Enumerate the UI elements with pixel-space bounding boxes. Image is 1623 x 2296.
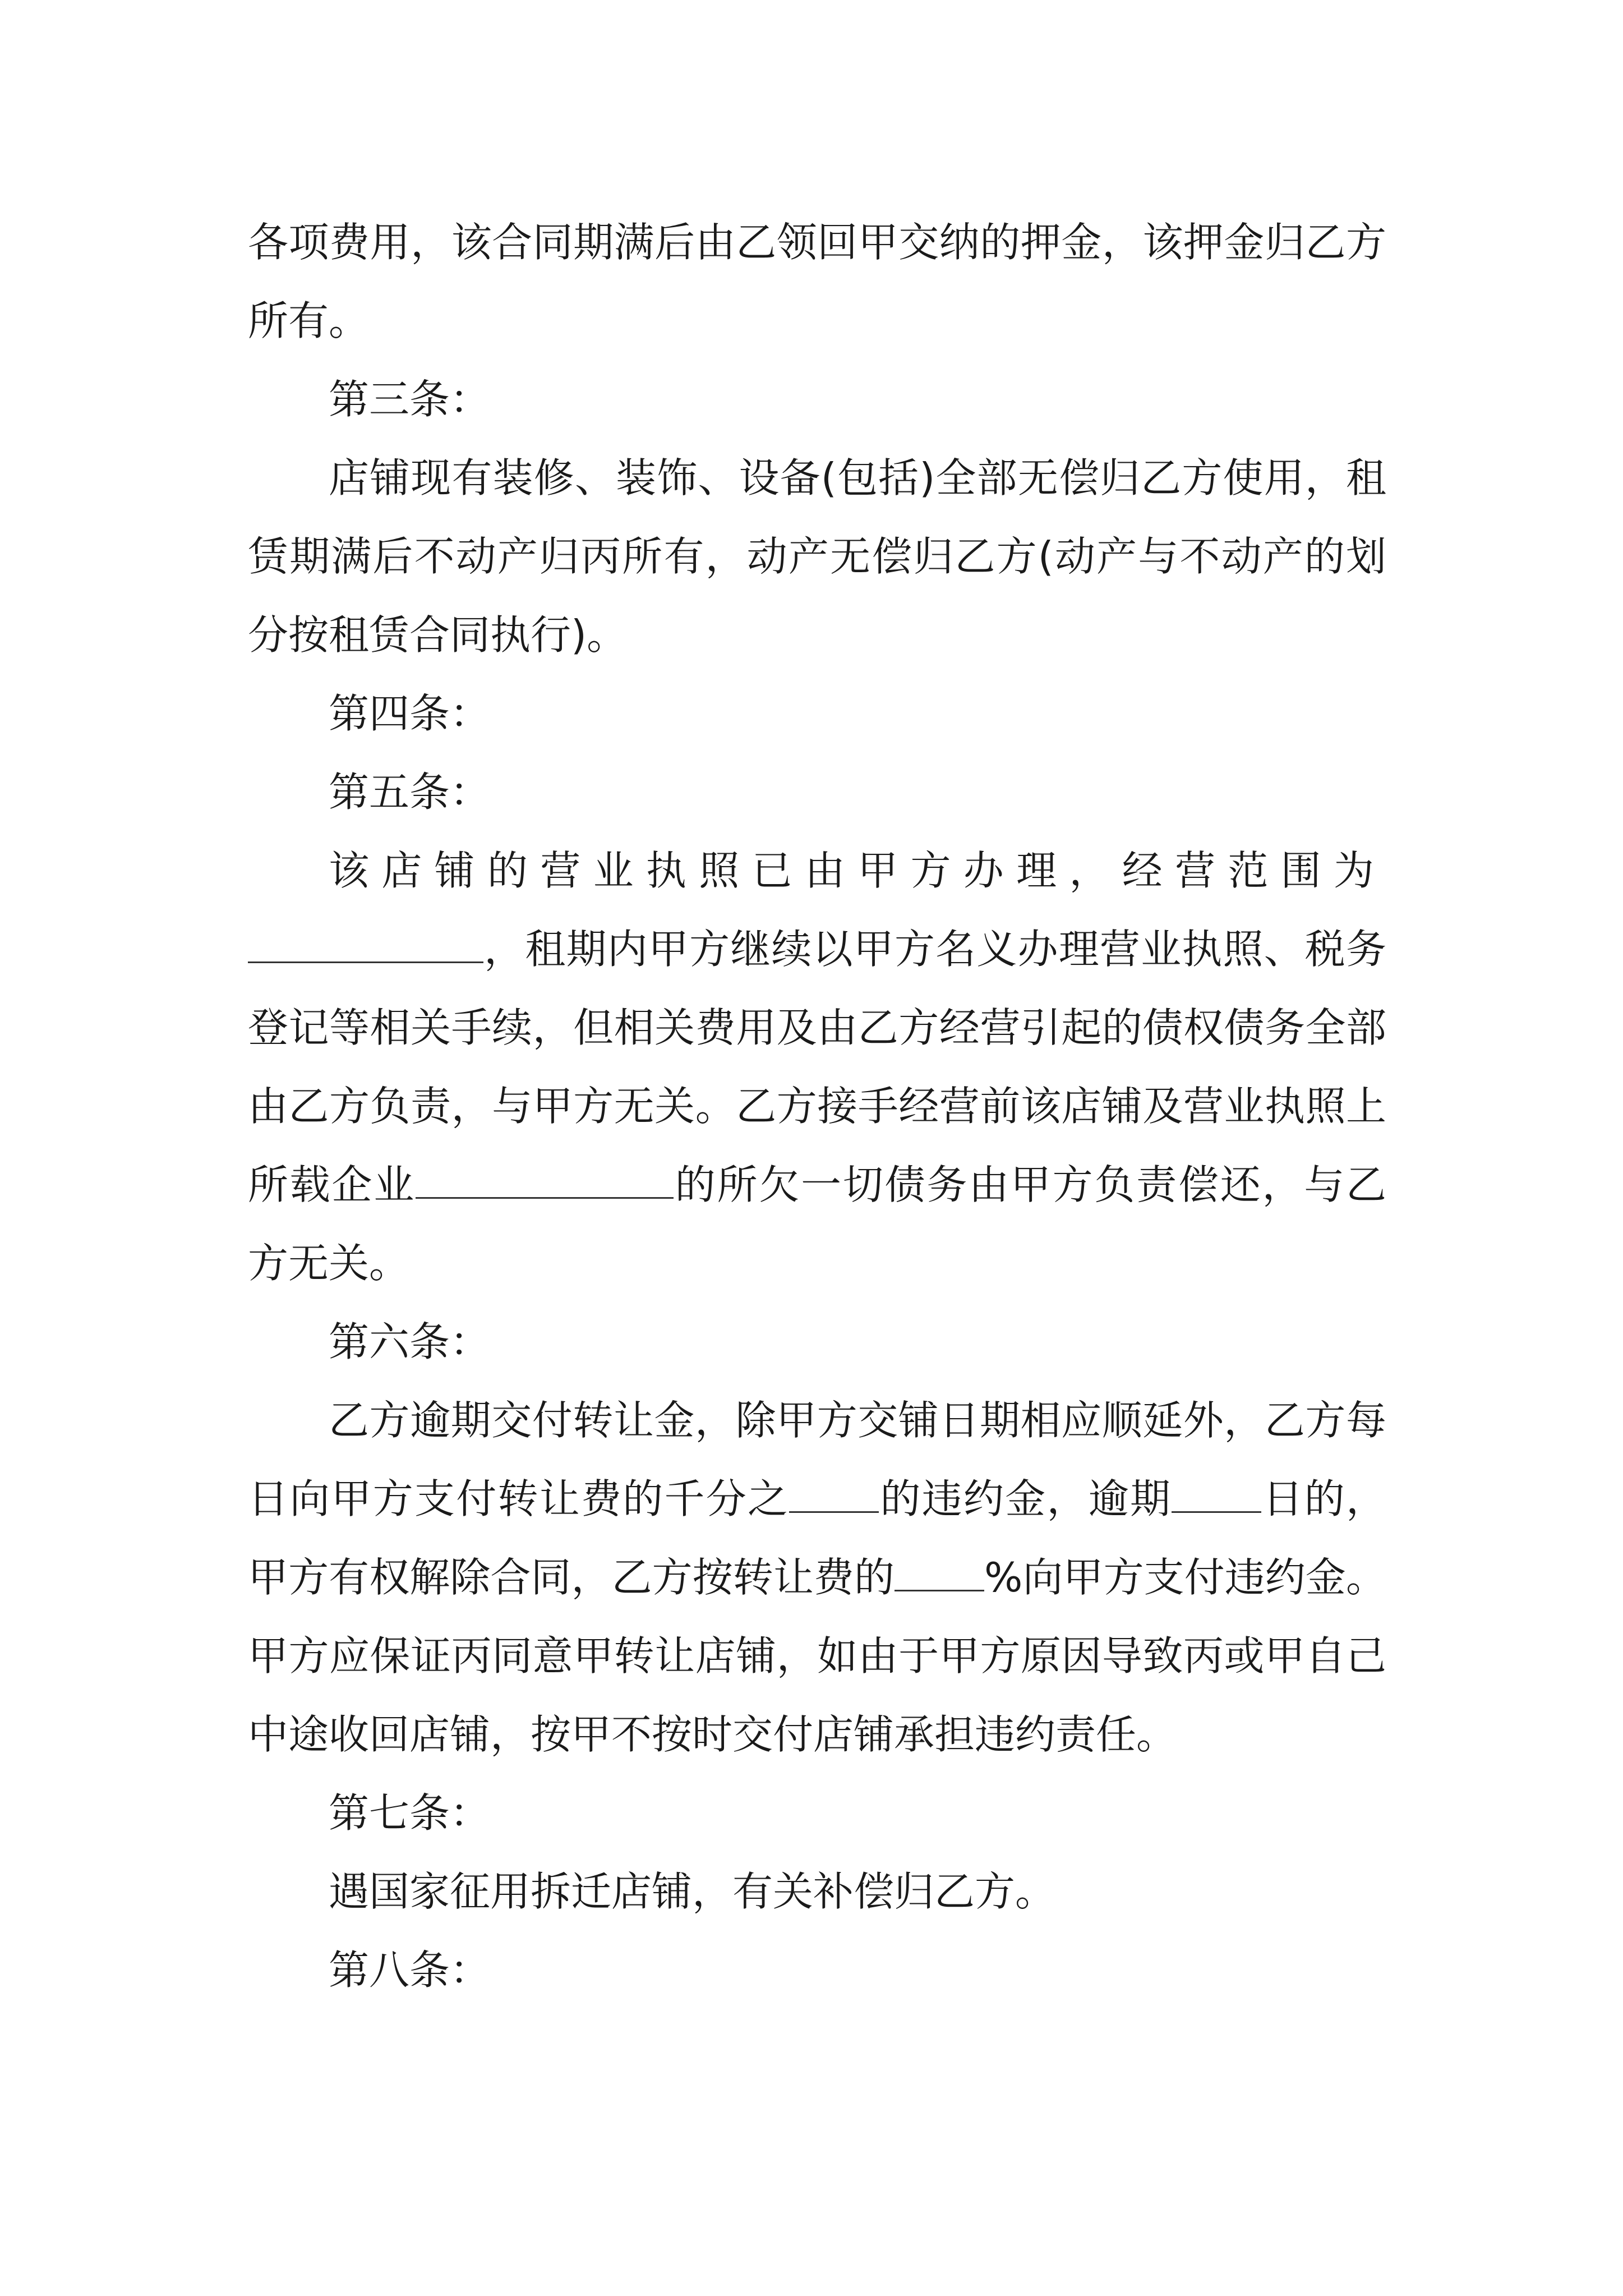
article-6-text-a: 乙方逾期交付转让金，除甲方交铺日期相应顺延外，乙方每日向甲方支付转让费的千分之	[248, 1397, 1386, 1522]
article-8-heading: 第八条：	[329, 1947, 491, 1994]
overdue-days-blank	[1172, 1479, 1261, 1513]
paragraph-article-6	[248, 1381, 1386, 1774]
paragraph-article-5	[248, 831, 1386, 1303]
article-6-text-c: 日的，甲方有权解除合同，乙方按转让费的	[248, 1475, 1386, 1601]
paragraph-article-3: 店铺现有装修、装饰、设备(包括)全部无偿归乙方使用，租赁期满后不动产归丙所有，动产无偿归乙方(动产与不动产的划分按租赁合同执行)。	[248, 454, 1386, 659]
penalty-percent-blank	[895, 1557, 984, 1591]
article-7-heading: 第七条：	[329, 1789, 491, 1837]
article-5-text-b: ，租期内甲方继续以甲方名义办理营业执照、税务登记等相关手续，但相关费用及由乙方经营引起的债权债务全部由乙方负责，与甲方无关。乙方接手经营前该店铺及营业执照上所载企业	[248, 926, 1386, 1208]
article-6-heading: 第六条：	[329, 1318, 491, 1365]
per-mille-blank	[789, 1479, 879, 1513]
enterprise-name-blank	[416, 1165, 674, 1199]
paragraph-fees: 各项费用，该合同期满后由乙领回甲交纳的押金，该押金归乙方所有。	[248, 219, 1386, 344]
business-scope-blank	[248, 929, 483, 963]
article-6-text-d: %向甲方支付违约金。甲方应保证丙同意甲转让店铺，如由于甲方原因导致丙或甲自己中途收回店铺，按甲不按时交付店铺承担违约责任。	[248, 1554, 1386, 1758]
article-6-text-b: 的违约金，逾期	[879, 1475, 1172, 1522]
article-5-text-c: 的所欠一切债务由甲方负责偿还，与乙方无关。	[248, 1161, 1386, 1287]
article-5-text-a: 该店铺的营业执照已由甲方办理，经营范围为	[329, 847, 1386, 894]
article-5-heading: 第五条：	[329, 769, 491, 816]
document-body	[248, 203, 1386, 2009]
article-3-heading: 第三条：	[329, 376, 491, 423]
article-4-heading: 第四条：	[329, 690, 491, 737]
paragraph-article-7: 遇国家征用拆迁店铺，有关补偿归乙方。	[329, 1868, 1056, 1915]
